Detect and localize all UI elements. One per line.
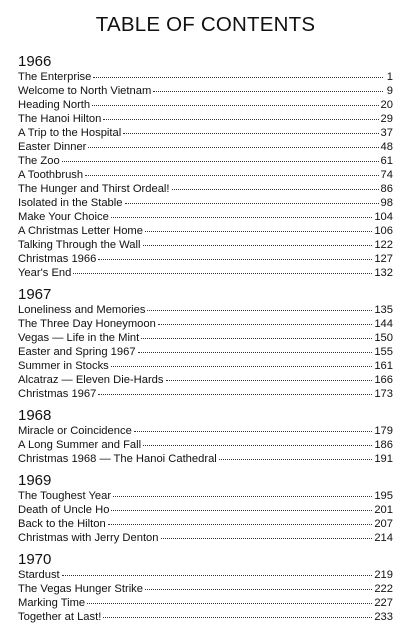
toc-entry[interactable] <box>18 387 393 401</box>
toc-entry[interactable] <box>18 424 393 438</box>
toc-entry[interactable] <box>18 154 393 168</box>
page-title: TABLE OF CONTENTS <box>95 13 316 36</box>
entry-page-number: 173 <box>374 388 393 400</box>
entry-title: Stardust <box>18 569 60 581</box>
toc-entry[interactable] <box>18 331 393 345</box>
entry-title: Easter and Spring 1967 <box>18 346 136 358</box>
entry-title: A Toothbrush <box>18 169 84 181</box>
toc-sections <box>18 53 393 630</box>
toc-section-1966 <box>18 53 393 280</box>
toc-entry[interactable] <box>18 112 393 126</box>
dot-leader <box>113 496 372 497</box>
entry-title: Christmas with Jerry Denton <box>18 532 159 544</box>
entry-page-number: 132 <box>374 267 393 279</box>
entry-title: A Trip to the Hospital <box>18 127 122 139</box>
toc-entry[interactable] <box>18 568 393 582</box>
toc-entry[interactable] <box>18 582 393 596</box>
entry-title: Marking Time <box>18 597 86 609</box>
entry-page-number: 144 <box>374 318 393 330</box>
entry-page-number: 195 <box>374 490 393 502</box>
dot-leader <box>219 459 373 460</box>
entry-page-number: 37 <box>380 127 393 139</box>
year-heading: 1966 <box>18 53 52 70</box>
dot-leader <box>134 431 373 432</box>
entry-title: Welcome to North Vietnam <box>18 85 152 97</box>
dot-leader <box>145 589 372 590</box>
dot-leader <box>138 352 373 353</box>
toc-entry[interactable] <box>18 503 393 517</box>
toc-entry[interactable] <box>18 196 393 210</box>
entry-title: Miracle or Coincidence <box>18 425 132 437</box>
entry-page-number: 227 <box>374 597 393 609</box>
toc-entry[interactable] <box>18 70 393 84</box>
entry-page-number: 214 <box>374 532 393 544</box>
entry-page-number: 98 <box>380 197 393 209</box>
dot-leader <box>98 259 372 260</box>
entry-title: Year's End <box>18 267 72 279</box>
toc-section-1970 <box>18 551 393 624</box>
entry-title: The Hunger and Thirst Ordeal! <box>18 183 170 195</box>
toc-section-1967 <box>18 286 393 401</box>
entry-page-number: 186 <box>374 439 393 451</box>
entry-title: Talking Through the Wall <box>18 239 141 251</box>
dot-leader <box>143 445 372 446</box>
dot-leader <box>161 538 373 539</box>
entry-page-number: 222 <box>374 583 393 595</box>
dot-leader <box>125 203 379 204</box>
entry-title: Summer in Stocks <box>18 360 109 372</box>
toc-entry[interactable] <box>18 373 393 387</box>
dot-leader <box>108 524 373 525</box>
entry-page-number: 150 <box>374 332 393 344</box>
toc-entry[interactable] <box>18 610 393 624</box>
dot-leader <box>147 310 372 311</box>
toc-entry[interactable] <box>18 317 393 331</box>
dot-leader <box>92 105 378 106</box>
entry-page-number: 161 <box>374 360 393 372</box>
toc-entry[interactable] <box>18 303 393 317</box>
entry-page-number: 219 <box>374 569 393 581</box>
entry-page-number: 122 <box>374 239 393 251</box>
entry-page-number: 20 <box>380 99 393 111</box>
entry-title: A Christmas Letter Home <box>18 225 143 237</box>
dot-leader <box>158 324 372 325</box>
dot-leader <box>62 161 379 162</box>
toc-entry[interactable] <box>18 98 393 112</box>
entry-page-number: 104 <box>374 211 393 223</box>
dot-leader <box>111 510 372 511</box>
toc-entry[interactable] <box>18 224 393 238</box>
entry-page-number: 127 <box>374 253 393 265</box>
year-heading: 1970 <box>18 551 52 568</box>
entry-title: Christmas 1967 <box>18 388 97 400</box>
toc-section-1968 <box>18 407 393 466</box>
entry-page-number: 86 <box>380 183 393 195</box>
entry-title: The Vegas Hunger Strike <box>18 583 143 595</box>
toc-entry[interactable] <box>18 140 393 154</box>
entry-page-number: 48 <box>380 141 393 153</box>
entry-title: The Toughest Year <box>18 490 112 502</box>
dot-leader <box>153 91 383 92</box>
dot-leader <box>145 231 372 232</box>
toc-entry[interactable] <box>18 531 393 545</box>
entry-title: The Enterprise <box>18 71 92 83</box>
entry-title: Together at Last! <box>18 611 102 623</box>
entry-title: Vegas — Life in the Mint <box>18 332 140 344</box>
toc-entry[interactable] <box>18 168 393 182</box>
toc-section-1969 <box>18 472 393 545</box>
toc-entry[interactable] <box>18 345 393 359</box>
entry-title: The Hanoi Hilton <box>18 113 102 125</box>
dot-leader <box>85 175 378 176</box>
entry-title: Christmas 1968 — The Hanoi Cathedral <box>18 453 217 465</box>
toc-entry[interactable] <box>18 238 393 252</box>
toc-entry[interactable] <box>18 596 393 610</box>
entry-title: Back to the Hilton <box>18 518 106 530</box>
dot-leader <box>111 366 373 367</box>
year-heading: 1967 <box>18 286 52 303</box>
dot-leader <box>111 217 373 218</box>
entry-title: Christmas 1966 <box>18 253 97 265</box>
entry-title: Alcatraz — Eleven Die-Hards <box>18 374 164 386</box>
entry-page-number: 233 <box>374 611 393 623</box>
entry-page-number: 191 <box>374 453 393 465</box>
dot-leader <box>166 380 373 381</box>
entry-page-number: 61 <box>380 155 393 167</box>
entry-page-number: 166 <box>374 374 393 386</box>
entry-page-number: 106 <box>374 225 393 237</box>
year-heading: 1969 <box>18 472 52 489</box>
dot-leader <box>73 273 372 274</box>
entry-title: Heading North <box>18 99 91 111</box>
toc-entry[interactable] <box>18 84 393 98</box>
dot-leader <box>98 394 372 395</box>
toc-entry[interactable] <box>18 252 393 266</box>
dot-leader <box>172 189 379 190</box>
dot-leader <box>123 133 378 134</box>
year-heading: 1968 <box>18 407 52 424</box>
toc-entry[interactable] <box>18 182 393 196</box>
entry-page-number: 9 <box>386 85 393 97</box>
entry-page-number: 74 <box>380 169 393 181</box>
entry-page-number: 155 <box>374 346 393 358</box>
entry-page-number: 29 <box>380 113 393 125</box>
entry-page-number: 135 <box>374 304 393 316</box>
dot-leader <box>141 338 372 339</box>
dot-leader <box>143 245 373 246</box>
toc-entry[interactable] <box>18 452 393 466</box>
dot-leader <box>103 617 372 618</box>
entry-title: Loneliness and Memories <box>18 304 146 316</box>
dot-leader <box>93 77 383 78</box>
toc-entry[interactable] <box>18 517 393 531</box>
toc-entry[interactable] <box>18 266 393 280</box>
dot-leader <box>87 603 372 604</box>
entry-page-number: 1 <box>386 71 393 83</box>
dot-leader <box>103 119 378 120</box>
entry-title: The Zoo <box>18 155 60 167</box>
entry-page-number: 207 <box>374 518 393 530</box>
entry-title: Make Your Choice <box>18 211 109 223</box>
entry-title: The Three Day Honeymoon <box>18 318 156 330</box>
entry-title: Isolated in the Stable <box>18 197 123 209</box>
toc-entry[interactable] <box>18 210 393 224</box>
toc-entry[interactable] <box>18 489 393 503</box>
toc-entry[interactable] <box>18 359 393 373</box>
entry-title: Death of Uncle Ho <box>18 504 110 516</box>
toc-entry[interactable] <box>18 438 393 452</box>
entry-title: Easter Dinner <box>18 141 87 153</box>
dot-leader <box>62 575 373 576</box>
dot-leader <box>88 147 378 148</box>
entry-page-number: 201 <box>374 504 393 516</box>
entry-title: A Long Summer and Fall <box>18 439 142 451</box>
entry-page-number: 179 <box>374 425 393 437</box>
toc-entry[interactable] <box>18 126 393 140</box>
